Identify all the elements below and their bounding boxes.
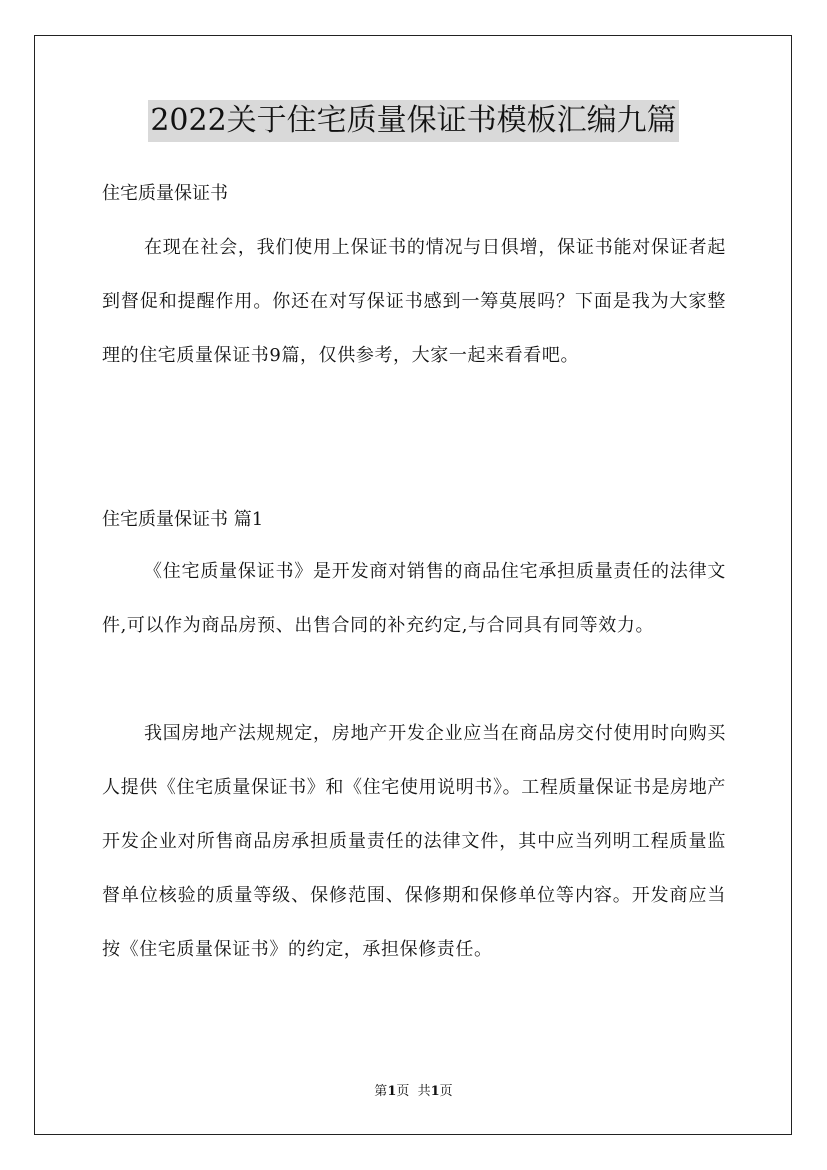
section1-paragraph-2: 我国房地产法规规定，房地产开发企业应当在商品房交付使用时向购买人提供《住宅质量保证书》和《住宅使用说明书》。工程质量保证书是房地产开发企业对所售商品房承担质量责任的法律文件，其中应当列明工程质量监督单位核验的质量等级、保修范围、保修期和保修单位等内容。开发商应当按《住宅质量保证书》的约定，承担保修责任。 [102, 723, 726, 960]
footer-page-total: 1 [430, 1084, 440, 1099]
title-container [0, 100, 827, 142]
footer-page-number: 1 [387, 1084, 397, 1099]
intro-heading: 住宅质量保证书 [102, 183, 228, 204]
section1-paragraph-1: 《住宅质量保证书》是开发商对销售的商品住宅承担质量责任的法律文件,可以作为商品房预、出售合同的补充约定,与合同具有同等效力。 [102, 561, 726, 636]
section1-heading: 住宅质量保证书 篇1 [102, 509, 264, 530]
footer-page-mid: 页 共 [396, 1084, 431, 1099]
intro-paragraph: 在现在社会，我们使用上保证书的情况与日俱增，保证书能对保证者起到督促和提醒作用。你还在对写保证书感到一筹莫展吗？下面是我为大家整理的住宅质量保证书9篇，仅供参考，大家一起来看看吧。 [102, 237, 726, 366]
footer-page-suffix: 页 [439, 1084, 453, 1099]
document-title: 2022关于住宅质量保证书模板汇编九篇 [148, 100, 678, 142]
page-footer [0, 1083, 827, 1101]
footer-page-prefix: 第 [374, 1084, 388, 1099]
